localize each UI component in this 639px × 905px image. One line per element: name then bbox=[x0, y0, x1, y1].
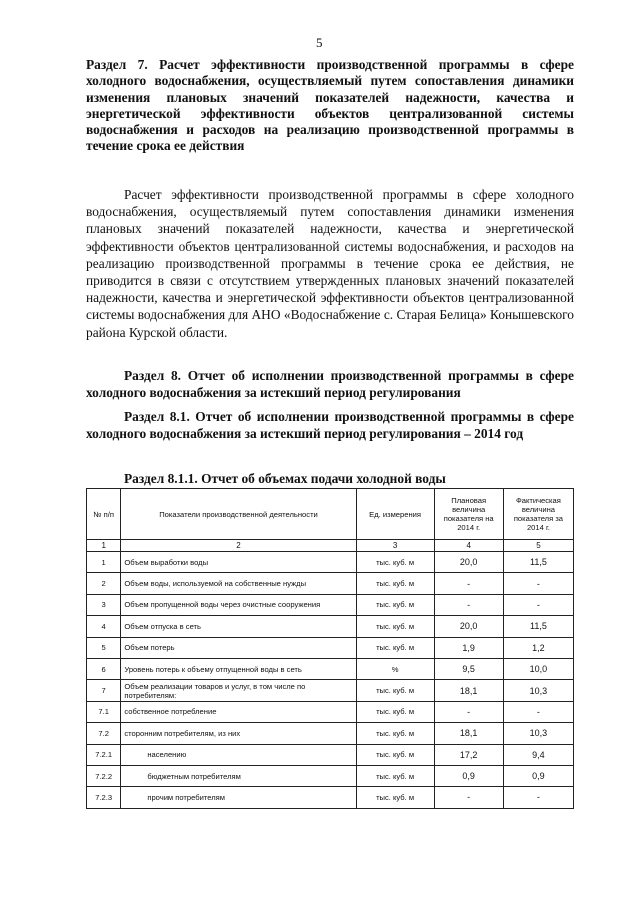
row-num: 7.2.1 bbox=[87, 744, 121, 765]
row-unit: тыс. куб. м bbox=[356, 637, 434, 658]
header-num: № п/п bbox=[87, 489, 121, 540]
table-row bbox=[87, 637, 574, 658]
row-indicator: Уровень потерь к объему отпущенной воды в сеть bbox=[121, 658, 356, 679]
row-indicator: Объем пропущенной воды через очистные сооружения bbox=[121, 594, 356, 615]
row-num: 3 bbox=[87, 594, 121, 615]
row-fact-value: 11,5 bbox=[503, 552, 573, 573]
table-row bbox=[87, 744, 574, 765]
table-row bbox=[87, 723, 574, 744]
row-plan-value: - bbox=[434, 573, 503, 594]
row-unit: % bbox=[356, 658, 434, 679]
row-plan-value: 18,1 bbox=[434, 680, 503, 701]
row-unit: тыс. куб. м bbox=[356, 744, 434, 765]
section-7-heading: Раздел 7. Расчет эффективности производственной программы в сфере холодного водоснабжения, осуществляемый путем сопоставления динамики изменения плановых значений показателей надежности, качества и энергетической эффективности объектов централизованной системы водоснабжения и расходов на реализацию производственной программы в течение срока ее действия bbox=[86, 57, 574, 154]
row-unit: тыс. куб. м bbox=[356, 787, 434, 808]
table-row bbox=[87, 658, 574, 679]
row-indicator: прочим потребителям bbox=[121, 787, 356, 808]
row-fact-value: 0,9 bbox=[503, 765, 573, 786]
row-num: 2 bbox=[87, 573, 121, 594]
row-num: 7.2.2 bbox=[87, 765, 121, 786]
table-row bbox=[87, 573, 574, 594]
row-plan-value: 1,9 bbox=[434, 637, 503, 658]
table-row bbox=[87, 552, 574, 573]
header-unit: Ед. измерения bbox=[356, 489, 434, 540]
row-indicator: Объем воды, используемой на собственные нужды bbox=[121, 573, 356, 594]
row-fact-value: 1,2 bbox=[503, 637, 573, 658]
row-unit: тыс. куб. м bbox=[356, 701, 434, 722]
row-plan-value: 0,9 bbox=[434, 765, 503, 786]
section-7-paragraph: Расчет эффективности производственной программы в сфере холодного водоснабжения, осуществляемый путем сопоставления динамики изменения плановых значений показателей надежности, качества и энергетической эффективности объектов централизованной системы водоснабжения, и расходов на реализацию производственной программы в течение срока ее действия, не приводится в связи с отсутствием утвержденных плановых значений показателей надежности, качества и энергетической эффективности объектов централизованной системы водоснабжения для АНО «Водоснабжение с. Старая Белица» Конышевского района Курской области. bbox=[86, 187, 574, 340]
page-number: 5 bbox=[316, 35, 323, 50]
row-indicator: Объем выработки воды bbox=[121, 552, 356, 573]
row-num: 7.1 bbox=[87, 701, 121, 722]
row-indicator: собственное потребление bbox=[121, 701, 356, 722]
section-8-heading: Раздел 8. Отчет об исполнении производственной программы в сфере холодного водоснабжения за истекший период регулирования bbox=[86, 368, 574, 400]
table-header-row bbox=[87, 489, 574, 540]
row-plan-value: - bbox=[434, 787, 503, 808]
header-name: Показатели производственной деятельности bbox=[121, 489, 356, 540]
column-index: 3 bbox=[356, 540, 434, 552]
row-fact-value: 11,5 bbox=[503, 616, 573, 637]
section-8-1-heading: Раздел 8.1. Отчет об исполнении производственной программы в сфере холодного водоснабжения за истекший период регулирования – 2014 год bbox=[86, 409, 574, 441]
row-plan-value: - bbox=[434, 701, 503, 722]
row-fact-value: 10,0 bbox=[503, 658, 573, 679]
header-plan: Плановая величина показателя на 2014 г. bbox=[434, 489, 503, 540]
table-row bbox=[87, 787, 574, 808]
row-unit: тыс. куб. м bbox=[356, 723, 434, 744]
row-fact-value: - bbox=[503, 573, 573, 594]
row-unit: тыс. куб. м bbox=[356, 594, 434, 615]
column-index: 1 bbox=[87, 540, 121, 552]
row-fact-value: 9,4 bbox=[503, 744, 573, 765]
row-unit: тыс. куб. м bbox=[356, 552, 434, 573]
row-unit: тыс. куб. м bbox=[356, 616, 434, 637]
header-fact: Фактическая величина показателя за 2014 г. bbox=[503, 489, 573, 540]
row-indicator: бюджетным потребителям bbox=[121, 765, 356, 786]
column-index-row bbox=[87, 540, 574, 552]
row-plan-value: 9,5 bbox=[434, 658, 503, 679]
column-index: 4 bbox=[434, 540, 503, 552]
row-indicator: сторонним потребителям, из них bbox=[121, 723, 356, 744]
table-row bbox=[87, 701, 574, 722]
row-plan-value: 20,0 bbox=[434, 552, 503, 573]
row-num: 7 bbox=[87, 680, 121, 701]
water-supply-table bbox=[86, 488, 574, 809]
row-indicator: населению bbox=[121, 744, 356, 765]
row-indicator: Объем потерь bbox=[121, 637, 356, 658]
row-fact-value: - bbox=[503, 701, 573, 722]
row-num: 5 bbox=[87, 637, 121, 658]
row-num: 7.2.3 bbox=[87, 787, 121, 808]
row-fact-value: - bbox=[503, 787, 573, 808]
row-plan-value: 17,2 bbox=[434, 744, 503, 765]
row-num: 4 bbox=[87, 616, 121, 637]
row-num: 7.2 bbox=[87, 723, 121, 744]
row-fact-value: 10,3 bbox=[503, 723, 573, 744]
table-row bbox=[87, 680, 574, 701]
table-row bbox=[87, 616, 574, 637]
row-unit: тыс. куб. м bbox=[356, 680, 434, 701]
row-fact-value: 10,3 bbox=[503, 680, 573, 701]
row-indicator: Объем отпуска в сеть bbox=[121, 616, 356, 637]
row-plan-value: 20,0 bbox=[434, 616, 503, 637]
row-num: 6 bbox=[87, 658, 121, 679]
row-num: 1 bbox=[87, 552, 121, 573]
row-unit: тыс. куб. м bbox=[356, 765, 434, 786]
section-8-1-1-heading: Раздел 8.1.1. Отчет об объемах подачи холодной воды bbox=[124, 471, 446, 486]
row-plan-value: - bbox=[434, 594, 503, 615]
table-row bbox=[87, 765, 574, 786]
row-indicator: Объем реализации товаров и услуг, в том числе по потребителям: bbox=[121, 680, 356, 701]
row-plan-value: 18,1 bbox=[434, 723, 503, 744]
row-fact-value: - bbox=[503, 594, 573, 615]
row-unit: тыс. куб. м bbox=[356, 573, 434, 594]
column-index: 5 bbox=[503, 540, 573, 552]
table-row bbox=[87, 594, 574, 615]
column-index: 2 bbox=[121, 540, 356, 552]
table-body bbox=[87, 552, 574, 809]
